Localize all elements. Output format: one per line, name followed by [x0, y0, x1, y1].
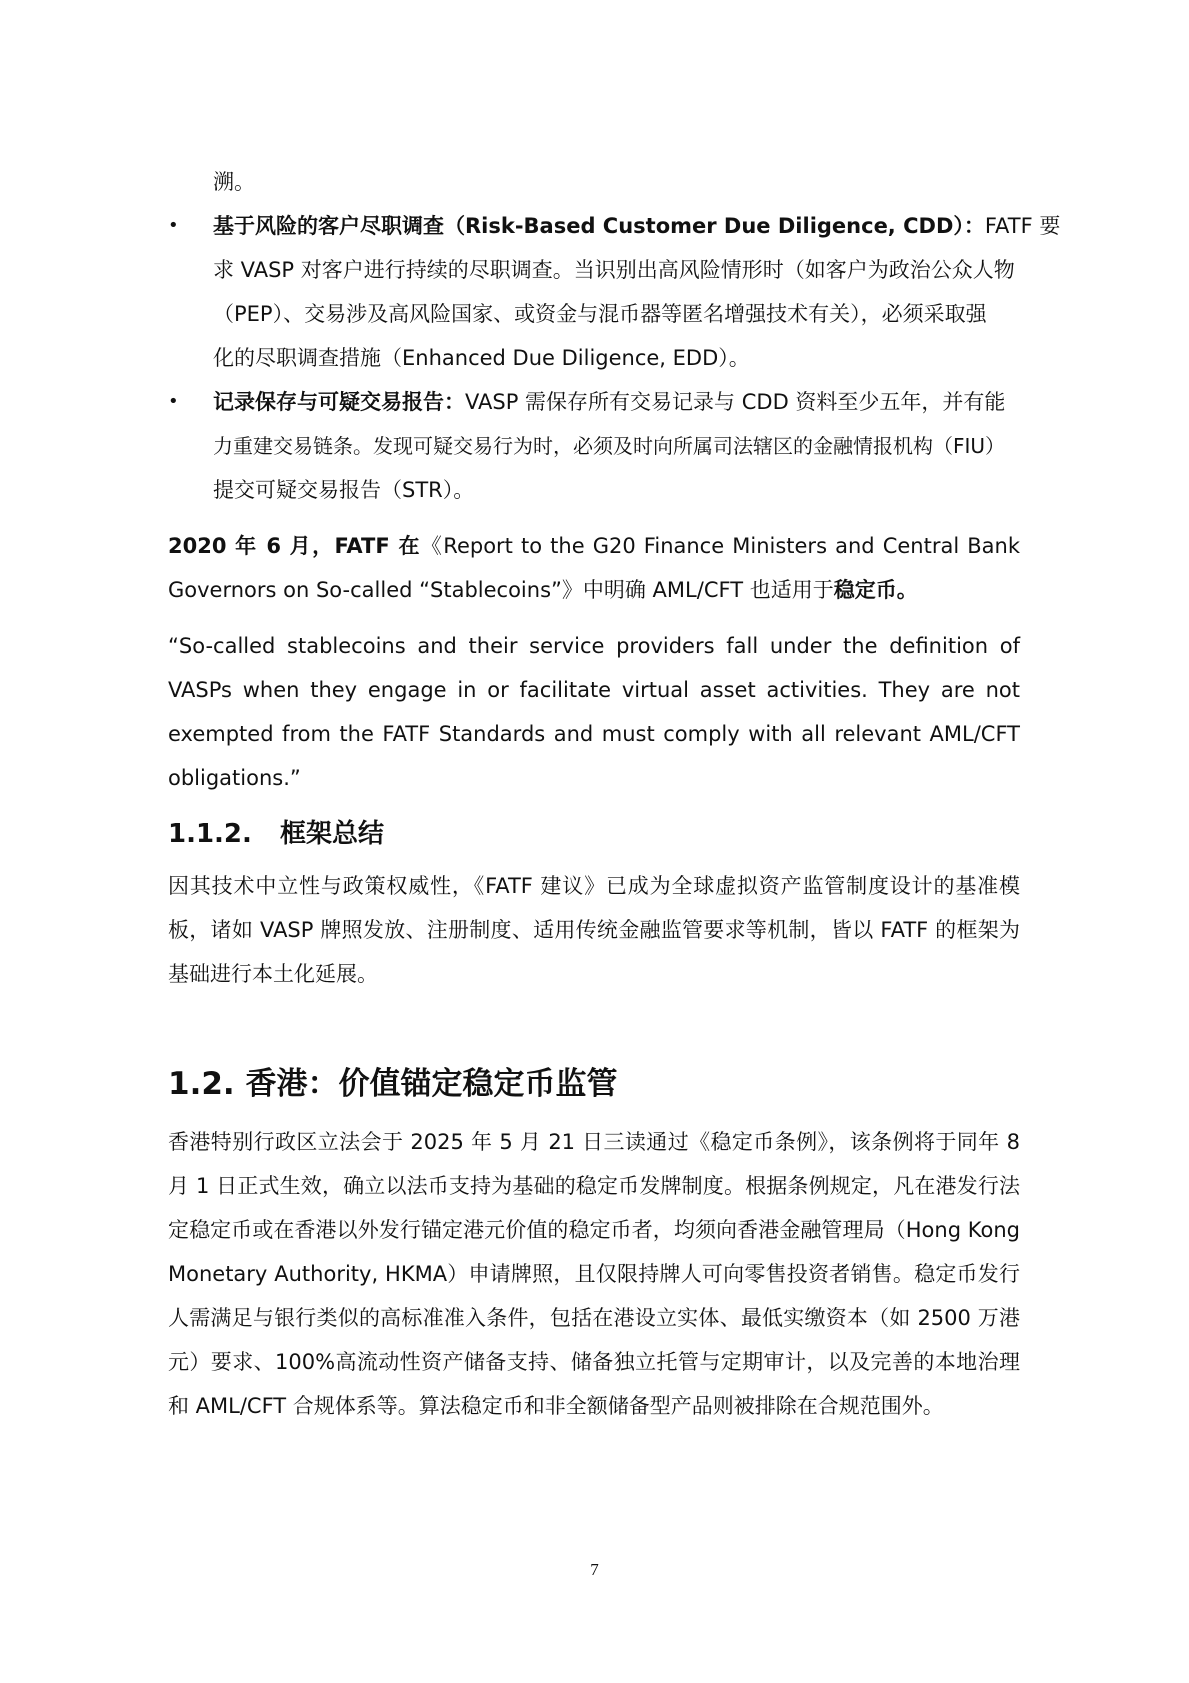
- bullet-icon: •: [168, 215, 179, 236]
- section-1-1-2-heading: [168, 814, 1020, 854]
- page-content: [168, 160, 1061, 1428]
- list-item-text: VASP 需保存所有交易记录与 CDD 资料至少五年，并有能: [465, 390, 1006, 414]
- page-number: 7: [590, 1560, 599, 1579]
- fatf-2020-text: 《Report to the G20 Finance Ministers and Central Bank Governors on So-called “Stablecoins”》中明确 AML/CFT 也适用于: [168, 534, 1021, 602]
- list-item-title: 基于风险的客户尽职调查（Risk-Based Customer Due Diligence, CDD）：: [213, 214, 985, 238]
- section-1-2-heading: 1.2. 香港：价值锚定稳定币监管: [168, 1066, 618, 1102]
- fatf-quote: “So-called stablecoins and their service providers fall under the definition of VASPs when they engage in or facilitate virtual asset activities. They are not exempted from the FATF Standards and must comply with all relevant AML/CFT obligations.”: [168, 634, 1020, 790]
- list-item-line: [213, 380, 1020, 424]
- bullet-icon: •: [168, 391, 179, 412]
- list-item-line: 化的尽职调查措施（Enhanced Due Diligence, EDD）。: [213, 346, 750, 370]
- list-item-title: 记录保存与可疑交易报告：: [213, 390, 465, 414]
- section-title: 框架总结: [280, 819, 385, 849]
- list-item-cdd: [168, 204, 1061, 380]
- section-1-2-body: 香港特别行政区立法会于 2025 年 5 月 21 日三读通过《稳定币条例》，该条例将于同年 8 月 1 日正式生效，确立以法币支持为基础的稳定币发牌制度。根据条例规定，凡在港发行法定稳定币或在香港以外发行锚定港元价值的稳定币者，均须向香港金融管理局（Hong Kong Monetary Authority, HKMA）申请牌照，且仅限持牌人可向零售投资者销售。稳定币发行人需满足与银行类似的高标准准入条件，包括在港设立实体、最低实缴资本（如 2500 万港元）要求、100%高流动性资产储备支持、储备独立托管与定期审计，以及完善的本地治理和 AML/CFT 合规体系等。算法稳定币和非全额储备型产品则被排除在合规范围外。: [168, 1130, 1020, 1418]
- section-1-1-2-body: 因其技术中立性与政策权威性，《FATF 建议》已成为全球虚拟资产监管制度设计的基准模板，诸如 VASP 牌照发放、注册制度、适用传统金融监管要求等机制，皆以 FATF 的框架为基础进行本土化延展。: [168, 874, 1020, 986]
- fatf-2020-tail: 稳定币。: [833, 578, 918, 602]
- fatf-2020-lead: 2020 年 6 月，FATF 在: [168, 534, 421, 558]
- section-number: 1.1.2.: [168, 819, 252, 849]
- list-item-line: 求 VASP 对客户进行持续的尽职调查。当识别出高风险情形时（如客户为政治公众人物: [213, 258, 1015, 282]
- list-continuation: 溯。: [213, 170, 255, 194]
- list-item-line: 力重建交易链条。发现可疑交易行为时，必须及时向所属司法辖区的金融情报机构（FIU）: [213, 434, 1006, 458]
- list-item-line: [213, 204, 1061, 248]
- list-item-record-keeping: [168, 380, 1020, 512]
- list-item-line: （PEP）、交易涉及高风险国家、或资金与混币器等匿名增强技术有关），必须采取强: [213, 302, 987, 326]
- list-item-line: 提交可疑交易报告（STR）。: [213, 478, 475, 502]
- fatf-2020-paragraph: [168, 524, 1020, 612]
- list-item-text: FATF 要: [984, 214, 1061, 238]
